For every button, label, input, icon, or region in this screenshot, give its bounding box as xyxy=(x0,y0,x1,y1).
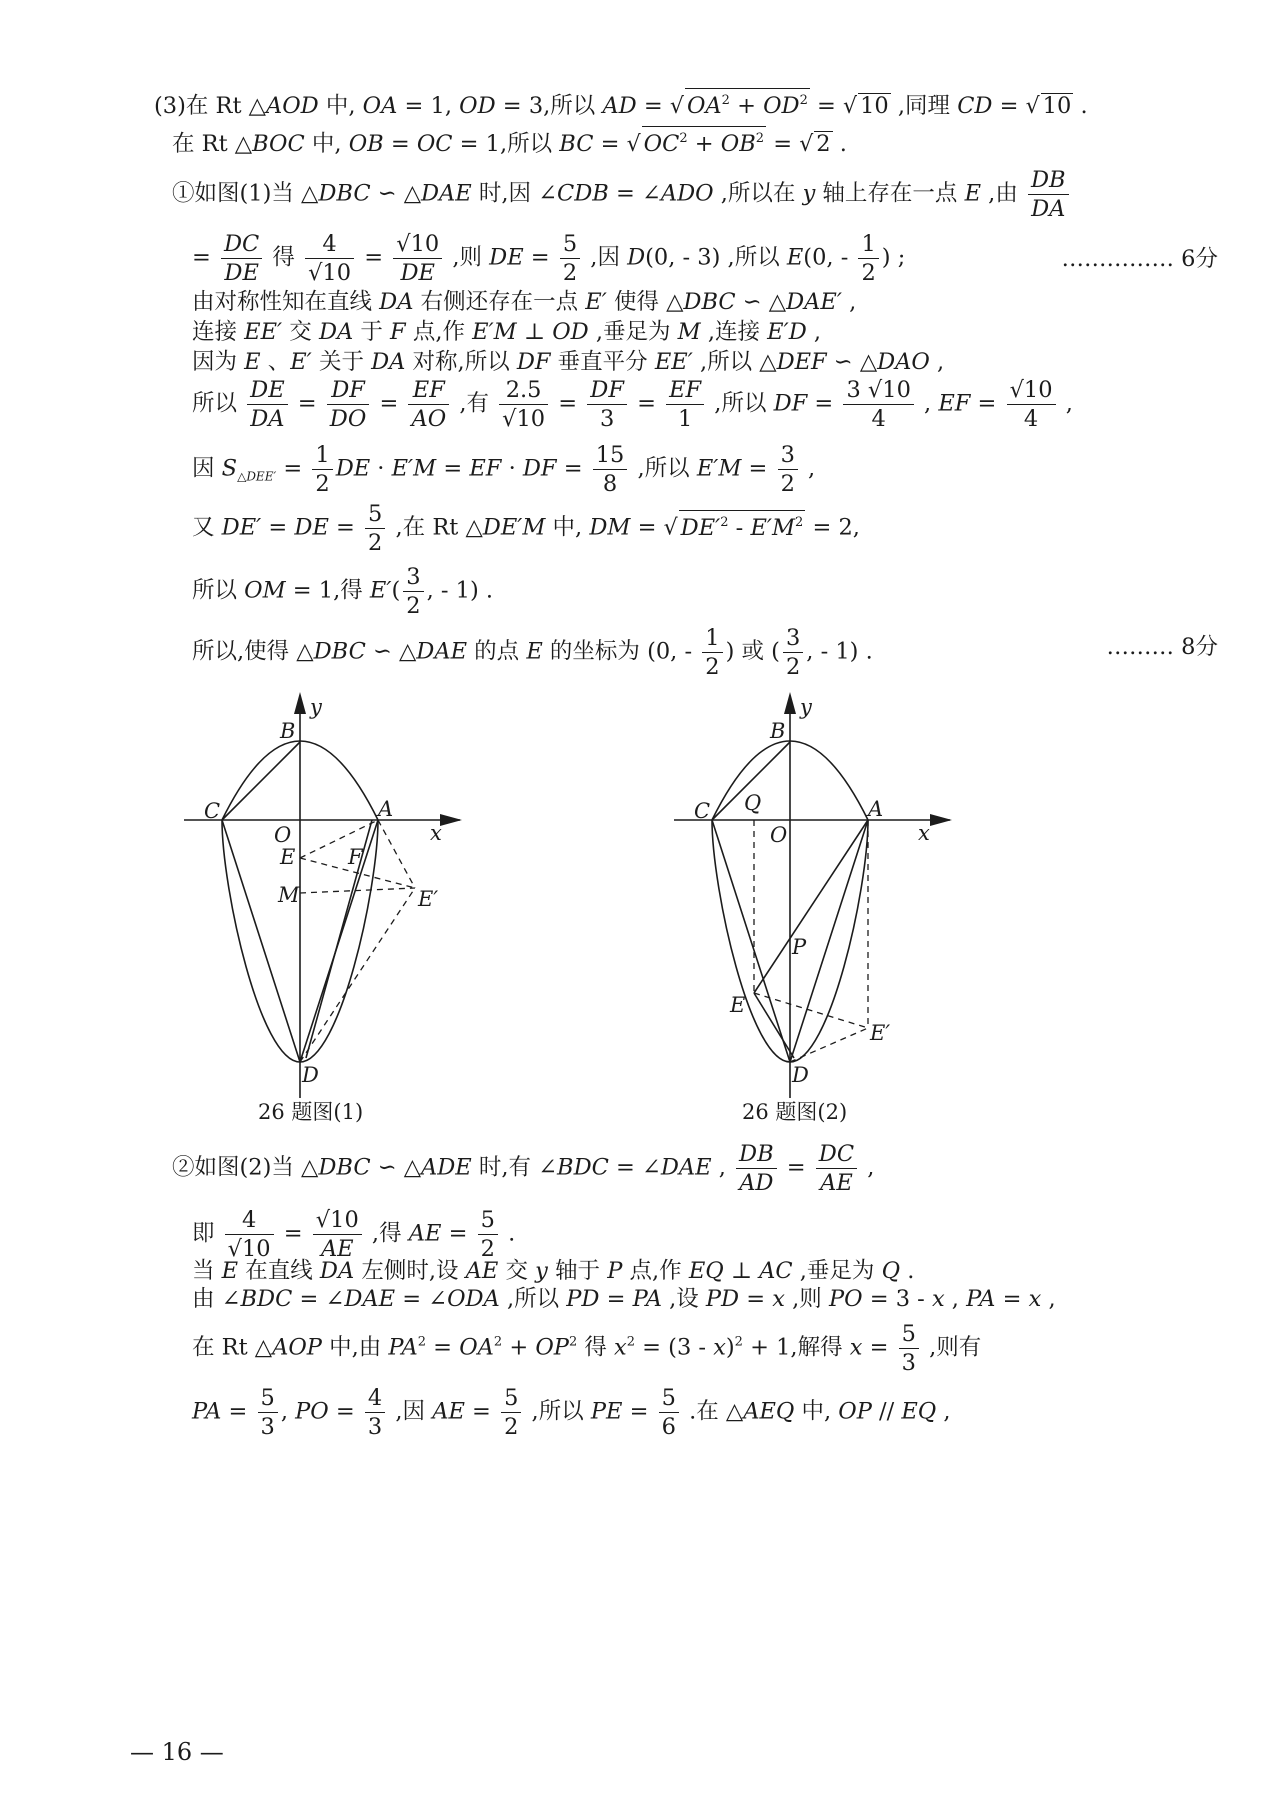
segment-CD xyxy=(712,820,790,1062)
text-line-1: (3)在 Rt △AOD 中, OA = 1, OD = 3,所以 AD = √ $OA^2 + OD^2$ = √ 10 ,同理 CD = √ 10 . xyxy=(154,88,1088,122)
text-line-15: 当 E 在直线 DA 左侧时,设 AE 交 y 轴于 P 点,作 EQ ⊥ AC ,垂足为 Q . xyxy=(192,1258,915,1284)
segment-DE-prime xyxy=(300,888,415,1062)
text-line-8: 所以 $\frac{DE}{DA}$ = $\frac{DF}{DO}$ = $\frac{EF}{AO}$ ,有 $\frac{2.5}{√10}$ = $\frac{DF}{3}$ = $\frac{EF}{1}$ ,所以 DF = $\frac{3 √10}{4}$ , EF = $\frac{√10}{4}$ , xyxy=(192,377,1073,432)
label-Q: Q xyxy=(744,791,762,815)
text-line-7: 因为 E 、E′ 关于 DA 对称,所以 DF 垂直平分 EE′ ,所以 △DEF ∽ △DAO , xyxy=(192,349,945,375)
text-line-16: 由 ∠BDC = ∠DAE = ∠ODA ,所以 PD = PA ,设 PD = x ,则 PO = 3 - x , PA = x , xyxy=(192,1286,1056,1312)
segment-DE-prime xyxy=(790,1028,868,1062)
y-axis-arrow xyxy=(294,692,306,714)
text-line-14: 即 $\frac{4}{√10}$ = $\frac{√10}{AE}$ ,得 AE = $\frac{5}{2}$ . xyxy=(192,1207,516,1262)
figure-26-2 xyxy=(660,688,990,1108)
x-axis-arrow xyxy=(440,814,462,826)
label-C: C xyxy=(694,799,711,823)
text-line-3: ①如图(1)当 △DBC ∽ △DAE 时,因 ∠CDB = ∠ADO ,所以在 y 轴上存在一点 E ,由 $\frac{DB}{DA}$ xyxy=(172,166,1072,223)
label-y: y xyxy=(310,695,322,719)
text-line-2: 在 Rt △BOC 中, OB = OC = 1,所以 BC = √ $OC^2 + OB^2$ = √ 2 . xyxy=(172,126,847,160)
segment-CB xyxy=(222,742,300,820)
y-axis-arrow xyxy=(784,692,796,714)
label-P: P xyxy=(792,935,807,959)
label-O: O xyxy=(770,823,788,847)
text-line-13: ②如图(2)当 △DBC ∽ △ADE 时,有 ∠BDC = ∠DAE , $\frac{DB}{AD}$ = $\frac{DC}{AE}$ , xyxy=(172,1141,875,1196)
segment-ME-prime xyxy=(300,888,415,893)
text-line-9: 因 $S_{\triangle DEE'}$ = $\frac{1}{2}$ DE · E′M = EF · DF = $\frac{15}{8}$ ,所以 E′M = $\frac{3}{2}$ , xyxy=(192,442,816,497)
label-M: M xyxy=(278,883,300,907)
score-6: …………… 6分 xyxy=(1061,246,1218,272)
segment-ED xyxy=(754,993,794,1058)
label-y: y xyxy=(800,695,812,719)
caption-figure-2: 26 题图(2) xyxy=(742,1100,848,1124)
caption-figure-1: 26 题图(1) xyxy=(258,1100,364,1124)
label-E: E xyxy=(280,845,296,869)
label-B: B xyxy=(770,719,786,743)
figure-26-1 xyxy=(170,688,500,1108)
segment-AE-prime xyxy=(378,820,415,888)
text-line-11: 所以 OM = 1,得 E′( $\frac{3}{2}$ , - 1) . xyxy=(192,564,494,619)
label-D: D xyxy=(792,1063,809,1087)
label-A: A xyxy=(378,797,394,821)
x-axis-arrow xyxy=(930,814,952,826)
label-x: x xyxy=(918,821,930,845)
label-E-prime: E′ xyxy=(418,887,439,911)
text-line-6: 连接 EE′ 交 DA 于 F 点,作 E′M ⊥ OD ,垂足为 M ,连接 E′D , xyxy=(192,319,822,345)
label-D: D xyxy=(302,1063,319,1087)
label-B: B xyxy=(280,719,296,743)
text-line-17: 在 Rt △AOP 中,由 $PA^2 = OA^2 + OP^2$ 得 $x^2 = (3 - x)^2 + 1$,解得 x = $\frac{5}{3}$ ,则有 xyxy=(192,1321,982,1376)
label-E: E xyxy=(730,993,746,1017)
label-O: O xyxy=(274,823,292,847)
label-x: x xyxy=(430,821,442,845)
text-line-5: 由对称性知在直线 DA 右侧还存在一点 E′ 使得 △DBC ∽ △DAE′ , xyxy=(192,289,857,315)
score-8: ……… 8分 xyxy=(1106,634,1218,660)
label-A: A xyxy=(868,797,884,821)
text-line-4: = $\frac{DC}{DE}$ 得 $\frac{4}{√10}$ = $\frac{√10}{DE}$ ,则 DE = $\frac{5}{2}$ ,因 D(0, - 3) ,所以 E(0, - $\frac{1}{2}$ ) ; xyxy=(192,231,906,286)
label-C: C xyxy=(204,799,221,823)
text-line-10: 又 DE′ = DE = $\frac{5}{2}$ ,在 Rt △DE′M 中, DM = √ $DE'^2 - E'M^2 = 2$, xyxy=(192,501,860,556)
text-line-12: 所以,使得 △DBC ∽ △DAE 的点 E 的坐标为 (0, - $\frac{1}{2}$ ) 或 ( $\frac{3}{2}$ , - 1) . xyxy=(192,625,873,680)
page-number: — 16 — xyxy=(130,1738,224,1766)
label-E-prime: E′ xyxy=(870,1021,891,1045)
label-F: F xyxy=(348,845,363,869)
text-line-18: PA = $\frac{5}{3}$ , PO = $\frac{4}{3}$ ,因 AE = $\frac{5}{2}$ ,所以 PE = $\frac{5}{6}$ .在 △AEQ 中, OP // EQ , xyxy=(192,1385,951,1440)
